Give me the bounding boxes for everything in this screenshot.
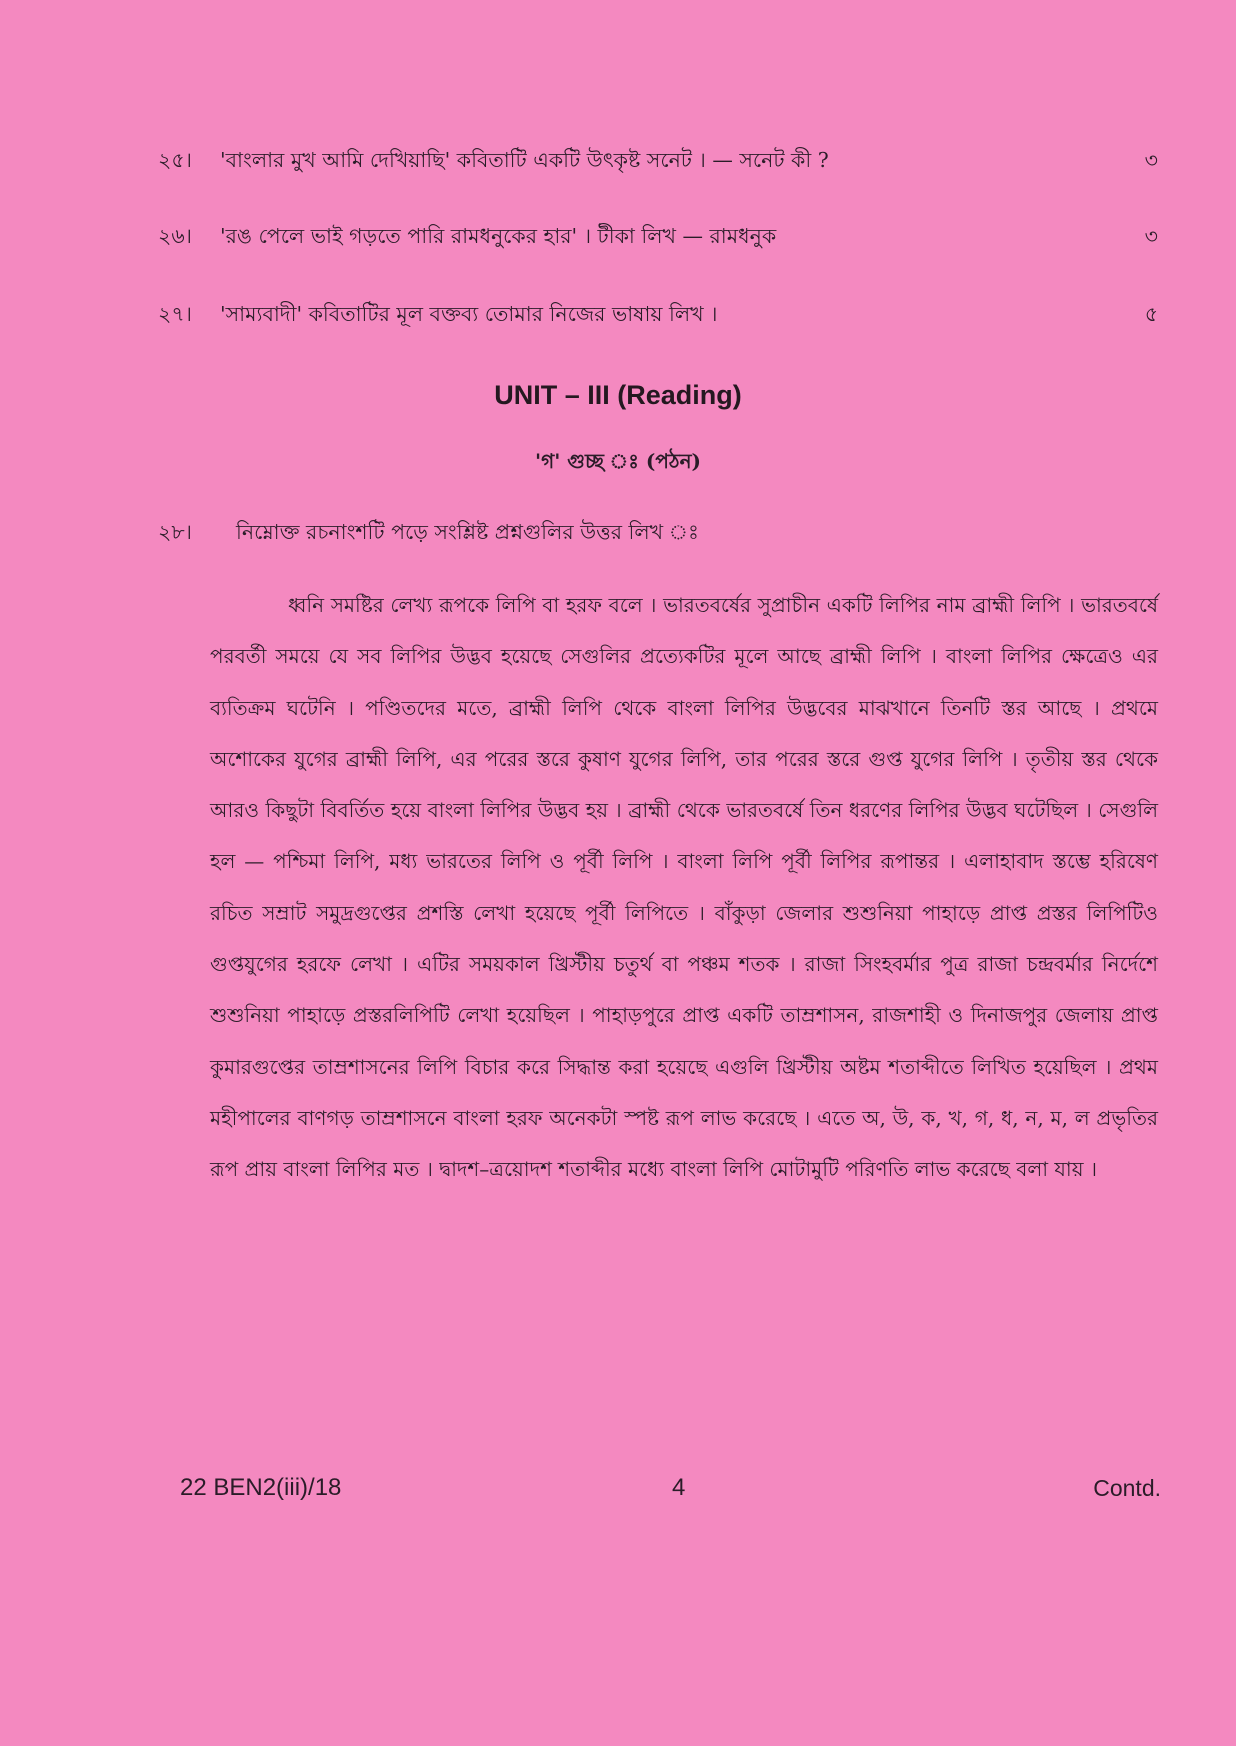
question-number: ২৭। xyxy=(158,302,192,326)
question-text: 'রঙ পেলে ভাই গড়তে পারি রামধনুকের হার' । টীকা লিখ — রামধনুক xyxy=(220,224,777,248)
question-28 xyxy=(158,516,1158,548)
reading-passage: ধ্বনি সমষ্টির লেখ্য রূপকে লিপি বা হরফ বলে । ভারতবর্ষের সুপ্রাচীন একটি লিপির নাম ব্রাহ্মী লিপি । ভারতবর্ষে পরবর্তী সময়ে যে সব লিপির উদ্ভব হয়েছে সেগুলির প্রত্যেকটির মূলে আছে ব্রাহ্মী লিপি । বাংলা লিপির ক্ষেত্রেও এর ব্যতিক্রম ঘটেনি । পণ্ডিতদের মতে, ব্রাহ্মী লিপি থেকে বাংলা লিপির উদ্ভবের মাঝখানে তিনটি স্তর আছে । প্রথমে অশোকের যুগের ব্রাহ্মী লিপি, এর পরের স্তরে কুষাণ যুগের লিপি, তার পরের স্তরে গুপ্ত যুগের লিপি । তৃতীয় স্তর থেকে আরও কিছুটা বিবর্তিত হয়ে বাংলা লিপির উদ্ভব হয় । ব্রাহ্মী থেকে ভারতবর্ষে তিন ধরণের লিপির উদ্ভব ঘটেছিল । সেগুলি হল — পশ্চিমা লিপি, মধ্য ভারতের লিপি ও পূর্বী লিপি । বাংলা লিপি পূর্বী লিপির রূপান্তর । এলাহাবাদ স্তম্ভে হরিষেণ রচিত সম্রাট সমুদ্রগুপ্তের প্রশস্তি লেখা হয়েছে পূর্বী লিপিতে । বাঁকুড়া জেলার শুশুনিয়া পাহাড়ে প্রাপ্ত প্রস্তর লিপিটিও গুপ্তযুগের হরফে লেখা । এটির সময়কাল খ্রিস্টীয় চতুর্থ বা পঞ্চম শতক । রাজা সিংহবর্মার পুত্র রাজা চন্দ্রবর্মার নির্দেশে শুশুনিয়া পাহাড়ে প্রস্তরলিপিটি লেখা হয়েছিল । পাহাড়পুরে প্রাপ্ত একটি তাম্রশাসন, রাজশাহী ও দিনাজপুর জেলায় প্রাপ্ত কুমারগুপ্তের তাম্রশাসনের লিপি বিচার করে সিদ্ধান্ত করা হয়েছে এগুলি খ্রিস্টীয় অষ্টম শতাব্দীতে লিখিত হয়েছিল । প্রথম মহীপালের বাণগড় তাম্রশাসনে বাংলা হরফ অনেকটা স্পষ্ট রূপ লাভ করেছে । এতে অ, উ, ক, খ, গ, ধ, ন, ম, ল প্রভৃতির রূপ প্রায় বাংলা লিপির মত । দ্বাদশ–ত্রয়োদশ শতাব্দীর মধ্যে বাংলা লিপি মোটামুটি পরিণতি লাভ করেছে বলা যায় । xyxy=(210,593,1158,1182)
question-number: ২৬। xyxy=(158,224,192,248)
question-number: ২৮। xyxy=(158,520,192,544)
question-25 xyxy=(158,144,1158,176)
paper-code: 22 BEN2(iii)/18 xyxy=(180,1474,342,1501)
question-27 xyxy=(158,298,1158,330)
unit-heading: UNIT – III (Reading) xyxy=(494,380,742,410)
continued-label: Contd. xyxy=(1093,1475,1161,1501)
question-marks: ৫ xyxy=(1144,302,1158,326)
question-text: 'সাম্যবাদী' কবিতাটির মূল বক্তব্য তোমার নিজের ভাষায় লিখ । xyxy=(220,302,718,326)
question-number: ২৫। xyxy=(158,148,192,172)
question-26 xyxy=(158,220,1158,252)
group-heading: 'গ' গুচ্ছ ঃ (পঠন) xyxy=(534,449,701,473)
question-marks: ৩ xyxy=(1144,224,1158,248)
question-text: 'বাংলার মুখ আমি দেখিয়াছি' কবিতাটি একটি উৎকৃষ্ট সনেট । — সনেট কী ? xyxy=(220,148,829,172)
page-number: 4 xyxy=(672,1474,686,1501)
question-marks: ৩ xyxy=(1144,148,1158,172)
question-text: নিম্নোক্ত রচনাংশটি পড়ে সংশ্লিষ্ট প্রশ্নগুলির উত্তর লিখ ঃ xyxy=(236,520,699,544)
